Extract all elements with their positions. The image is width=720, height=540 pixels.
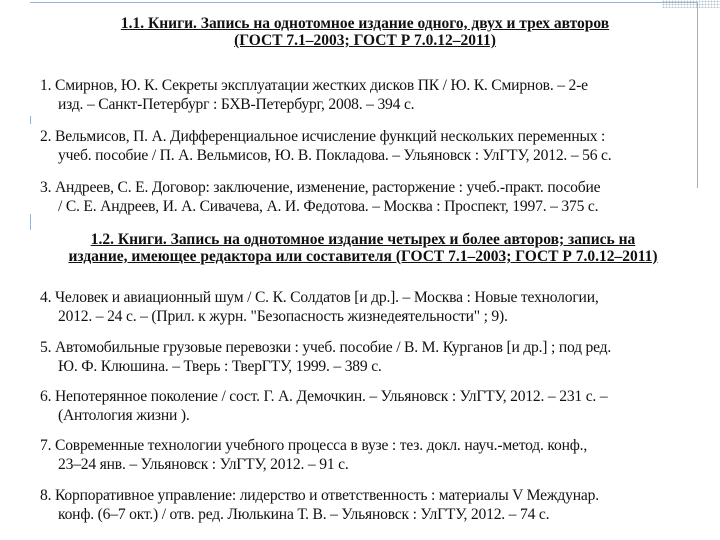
frame-left-tick	[30, 116, 31, 124]
entry-line: (Антология жизни ).	[58, 407, 190, 424]
entry-line: 2. Вельмисов, П. А. Дифференциальное исчисление функций нескольких переменных :	[40, 128, 606, 145]
frame-right-rule	[697, 2, 698, 188]
entry-line: учеб. пособие / П. А. Вельмисов, Ю. В. Покладова. – Ульяновск : УлГТУ, 2012. – 56 с.	[58, 147, 612, 164]
reference-entry-8	[40, 486, 690, 524]
entry-line: / С. Е. Андреев, И. А. Сивачева, А. И. Федотова. – Москва : Проспект, 1997. – 375 с.	[58, 198, 599, 215]
entry-line: 23–24 янв. – Ульяновск : УлГТУ, 2012. – 91 с.	[58, 456, 349, 473]
heading-line: издание, имеющее редактора или составителя (ГОСТ 7.1–2003; ГОСТ Р 7.0.12–2011)	[68, 248, 658, 265]
entry-line: 4. Человек и авиационный шум / С. К. Солдатов [и др.]. – Москва : Новые технологии,	[40, 289, 599, 306]
heading-line: 1.1. Книги. Запись на однотомное издание одного, двух и трех авторов	[120, 15, 610, 32]
entry-line: 3. Андреев, С. Е. Договор: заключение, изменение, расторжение : учеб.-практ. пособие	[40, 179, 601, 196]
heading-line: (ГОСТ 7.1–2003; ГОСТ Р 7.0.12–2011)	[234, 32, 496, 49]
entry-line: Ю. Ф. Клюшина. – Тверь : ТверГТУ, 1999. – 389 с.	[58, 358, 382, 375]
section-2-heading	[38, 231, 688, 265]
reference-entry-4	[40, 288, 690, 326]
reference-entry-5	[40, 338, 690, 376]
heading-line: 1.2. Книги. Запись на однотомное издание четырех и более авторов; запись на	[90, 231, 636, 248]
section-1-heading	[60, 15, 670, 49]
reference-entry-1	[40, 76, 690, 114]
reference-entry-3	[40, 178, 690, 216]
entry-line: конф. (6–7 окт.) / отв. ред. Люлькина Т. В. – Ульяновск : УлГТУ, 2012. – 74 с.	[58, 506, 550, 523]
entry-line: 1. Смирнов, Ю. К. Секреты эксплуатации жестких дисков ПК / Ю. К. Смирнов. – 2-е	[40, 77, 588, 94]
reference-entry-7	[40, 436, 690, 474]
entry-line: изд. – Санкт-Петербург : БХВ-Петербург, 2008. – 394 с.	[58, 96, 415, 113]
reference-entry-2	[40, 127, 690, 165]
entry-line: 8. Корпоративное управление: лидерство и ответственность : материалы V Междунар.	[40, 487, 599, 504]
entry-line: 2012. – 24 с. – (Прил. к журн. "Безопасность жизнедеятельности" ; 9).	[58, 308, 508, 325]
entry-line: 6. Непотерянное поколение / сост. Г. А. Демочкин. – Ульяновск : УлГТУ, 2012. – 231 с. –	[40, 388, 608, 405]
frame-left-tick	[30, 214, 31, 230]
reference-entry-6	[40, 387, 690, 425]
frame-top-rule	[30, 2, 698, 3]
entry-line: 7. Современные технологии учебного процесса в вузе : тез. докл. науч.-метод. конф.,	[40, 437, 588, 454]
entry-line: 5. Автомобильные грузовые перевозки : учеб. пособие / В. М. Курганов [и др.] ; под ред.	[40, 339, 612, 356]
